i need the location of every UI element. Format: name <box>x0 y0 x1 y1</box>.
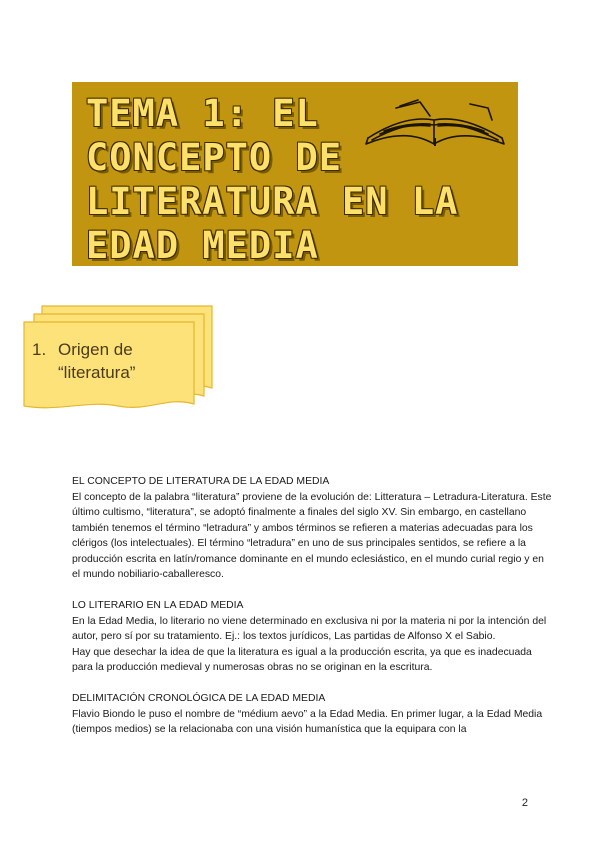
section-heading-delimitacion: DELIMITACIÓN CRONOLÓGICA DE LA EDAD MEDIA <box>72 693 326 704</box>
paragraph: Hay que desechar la idea de que la literatura es igual a la producción escrita, ya que es inadecuada para la producción medieval y numerosas obras no se originan en la escritura. <box>72 646 532 673</box>
section-note-card <box>16 304 216 414</box>
section-heading-concepto: EL CONCEPTO DE LITERATURA DE LA EDAD MEDIA <box>72 476 330 487</box>
paragraph: Flavio Biondo le puso el nombre de “médium aevo” a la Edad Media. En primer lugar, a la Edad Media (tiempos medios) se la relacionaba con una visión humanística que la equipara con la <box>72 708 543 735</box>
section-number: 1. <box>32 340 47 359</box>
paragraph: El concepto de la palabra “literatura” proviene de la evolución de: Litteratura – Letradura-Literatura. Este último cultismo, “literatura”, se adoptó finalmente a finales del siglo XV. Sin embargo, en castellano también tenemos el término “letradura” y ambos términos se refieren a materias adecuadas para los clérigos (los intelectuales). El término “letradura” en uno de sus principales sentidos, se refiere a la producción escrita en latín/romance dominante en el mundo eclesiástico, en el mundo curial regio y en el mundo nobiliario-caballeresco. <box>72 491 552 580</box>
title-banner <box>72 82 518 266</box>
body-text <box>72 474 552 753</box>
section-title-line1: Origen de <box>58 340 133 359</box>
section-heading-lo-literario: LO LITERARIO EN LA EDAD MEDIA <box>72 600 244 611</box>
paragraph: En la Edad Media, lo literario no viene determinado en exclusiva ni por la materia ni por la intención del autor, pero sí por su tratamiento. Ej.: los textos jurídicos, Las partidas de Alfonso X el Sabio. <box>72 615 547 642</box>
page-number: 2 <box>521 797 528 809</box>
section-lo-literario <box>72 598 552 676</box>
section-title-line2: “literatura” <box>58 363 136 382</box>
section-heading <box>32 338 182 384</box>
page-title: TEMA 1: EL CONCEPTO DE LITERATURA EN LA EDAD MEDIA <box>86 92 459 267</box>
open-book-icon <box>360 94 510 152</box>
section-concepto <box>72 474 552 583</box>
section-delimitacion <box>72 691 552 738</box>
